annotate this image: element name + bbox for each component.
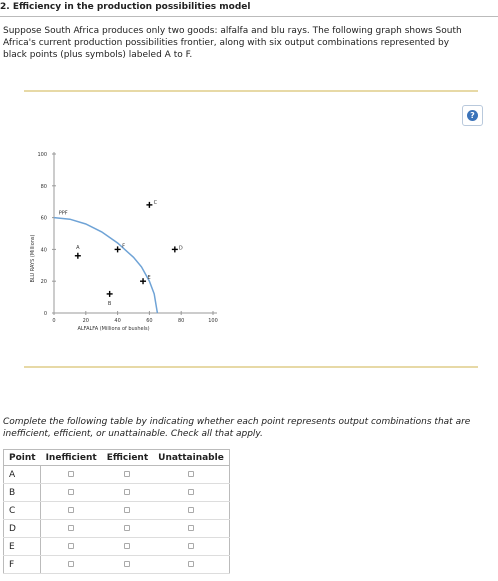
help-icon[interactable] (462, 105, 483, 126)
cell-inefficient (41, 556, 102, 574)
help-question-mark: ? (467, 110, 478, 121)
checkbox-efficient-b[interactable] (124, 489, 130, 495)
table-row (4, 520, 230, 538)
checkbox-unattainable-a[interactable] (188, 471, 194, 477)
point-c-label: C (153, 199, 158, 206)
ppf-curve (54, 218, 157, 313)
x-tick-label: 20 (82, 318, 89, 324)
y-tick-label: 0 (43, 311, 47, 317)
table-row (4, 556, 230, 574)
y-tick-label: 20 (40, 279, 47, 286)
checkbox-unattainable-f[interactable] (188, 561, 194, 567)
checkbox-unattainable-d[interactable] (188, 525, 194, 531)
point-e-label: E (147, 275, 151, 282)
x-tick-label: 60 (146, 318, 153, 324)
checkbox-efficient-d[interactable] (124, 525, 130, 531)
cell-unattainable (153, 484, 229, 502)
col-header-unattainable: Unattainable (153, 450, 229, 466)
x-tick-label: 80 (178, 318, 185, 324)
question-title: 2. Efficiency in the production possibilities model (0, 2, 251, 12)
checkbox-efficient-e[interactable] (124, 543, 130, 549)
y-tick-label: 40 (40, 247, 47, 254)
table-row (4, 484, 230, 502)
question-intro: Suppose South Africa produces only two goods: alfalfa and blu rays. The following graph shows South Africa's current production possibilities frontier, along with six output combinations represented by black points (plus symbols) labeled A to F. (3, 26, 462, 60)
cell-inefficient (41, 502, 102, 520)
cell-efficient (102, 502, 153, 520)
checkbox-unattainable-c[interactable] (188, 507, 194, 513)
checkbox-inefficient-a[interactable] (68, 471, 74, 477)
cell-unattainable (153, 520, 229, 538)
point-label: A (4, 466, 41, 484)
point-d-label: D (178, 245, 183, 252)
cell-efficient (102, 484, 153, 502)
col-header-point: Point (4, 450, 41, 466)
y-tick-label: 80 (40, 183, 47, 190)
point-label: F (4, 556, 41, 574)
cell-inefficient (41, 538, 102, 556)
checkbox-inefficient-d[interactable] (68, 525, 74, 531)
col-header-inefficient: Inefficient (41, 450, 102, 466)
title-divider (0, 16, 498, 17)
point-a-label: A (76, 244, 80, 251)
cell-efficient (102, 556, 153, 574)
graph-top-divider (24, 90, 478, 92)
y-tick-label: 100 (37, 152, 47, 158)
point-label: E (4, 538, 41, 556)
col-header-efficient: Efficient (102, 450, 153, 466)
ppf-label: PPF (58, 210, 68, 217)
point-label: B (4, 484, 41, 502)
table-instructions: Complete the following table by indicating whether each point represents output combinations that are inefficient, efficient, or unattainable. Check all that apply. (3, 417, 471, 439)
x-axis-title: ALFALFA (Millions of bushels) (77, 326, 150, 332)
point-f-label: F (122, 243, 126, 250)
answer-grid-header (4, 450, 230, 466)
x-tick-label: 40 (114, 318, 121, 324)
cell-efficient (102, 520, 153, 538)
x-tick-label: 0 (52, 318, 56, 324)
checkbox-unattainable-e[interactable] (188, 543, 194, 549)
checkbox-efficient-c[interactable] (124, 507, 130, 513)
checkbox-efficient-a[interactable] (124, 471, 130, 477)
checkbox-efficient-f[interactable] (124, 561, 130, 567)
graph-panel (24, 103, 478, 365)
ppf-chart[interactable] (24, 103, 478, 365)
cell-unattainable (153, 466, 229, 484)
y-tick-label: 60 (40, 215, 47, 222)
point-b-label: B (107, 300, 112, 307)
table-row (4, 466, 230, 484)
table-row (4, 502, 230, 520)
cell-efficient (102, 538, 153, 556)
answer-grid (3, 449, 230, 574)
checkbox-unattainable-b[interactable] (188, 489, 194, 495)
checkbox-inefficient-c[interactable] (68, 507, 74, 513)
cell-unattainable (153, 502, 229, 520)
point-label: C (4, 502, 41, 520)
cell-unattainable (153, 538, 229, 556)
table-row (4, 538, 230, 556)
x-tick-label: 100 (208, 318, 218, 324)
cell-efficient (102, 466, 153, 484)
point-label: D (4, 520, 41, 538)
cell-unattainable (153, 556, 229, 574)
cell-inefficient (41, 484, 102, 502)
cell-inefficient (41, 466, 102, 484)
graph-bottom-divider (24, 366, 478, 368)
cell-inefficient (41, 520, 102, 538)
checkbox-inefficient-e[interactable] (68, 543, 74, 549)
y-axis-title: BLU RAYS (Millions) (30, 234, 36, 283)
checkbox-inefficient-b[interactable] (68, 489, 74, 495)
checkbox-inefficient-f[interactable] (68, 561, 74, 567)
